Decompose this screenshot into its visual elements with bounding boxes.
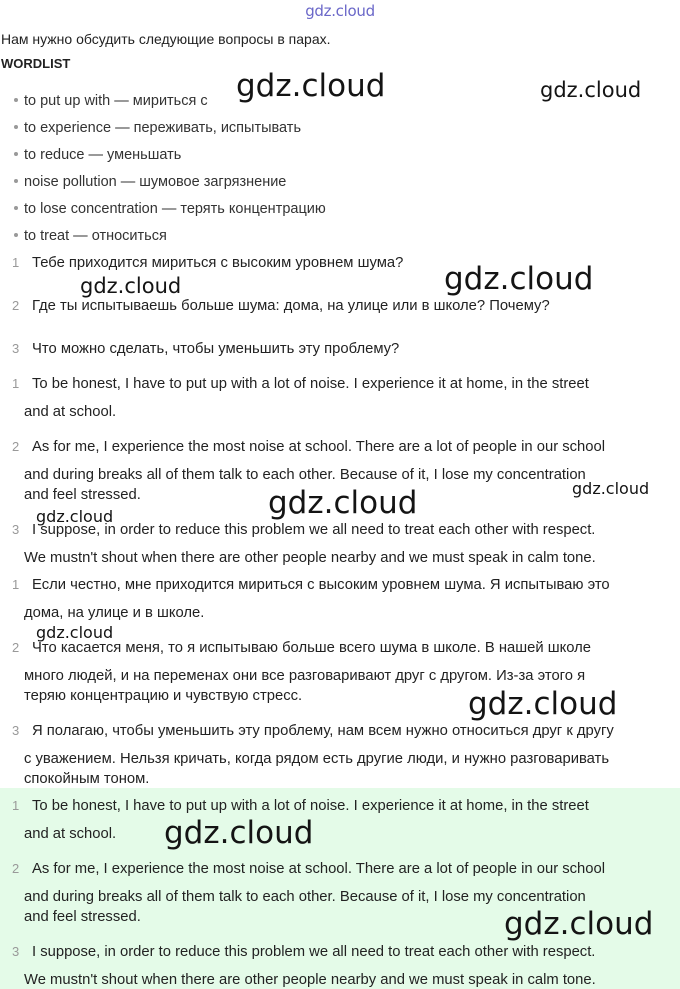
item-number: 3 bbox=[12, 944, 20, 959]
item-number: 3 bbox=[12, 341, 20, 356]
item-number: 2 bbox=[12, 439, 20, 454]
item-number: 1 bbox=[12, 577, 20, 592]
text-line: and at school. bbox=[24, 826, 117, 842]
bullet-icon bbox=[14, 98, 18, 102]
text-line: and feel stressed. bbox=[24, 487, 141, 503]
text-line: Что касается меня, то я испытываю больше всего шума в школе. В нашей школе bbox=[32, 640, 591, 656]
wordlist-item: to put up with — мириться с bbox=[14, 93, 208, 109]
text-line: Я полагаю, чтобы уменьшить эту проблему, нам всем нужно относиться друг к другу bbox=[32, 723, 614, 739]
watermark: gdz.cloud bbox=[236, 68, 386, 104]
text-line: To be honest, I have to put up with a lot of noise. I experience it at home, in the street bbox=[32, 376, 589, 392]
text-line: As for me, I experience the most noise at school. There are a lot of people in our school bbox=[32, 439, 606, 455]
item-number: 3 bbox=[12, 522, 20, 537]
bullet-icon bbox=[14, 233, 18, 237]
bullet-icon bbox=[14, 206, 18, 210]
text-line: Что можно сделать, чтобы уменьшить эту проблему? bbox=[32, 341, 400, 357]
wordlist-item: to experience — переживать, испытывать bbox=[14, 120, 301, 136]
site-logo[interactable]: gdz.cloud bbox=[305, 2, 375, 20]
item-number: 1 bbox=[12, 376, 20, 391]
text-line: and feel stressed. bbox=[24, 909, 141, 925]
text-line: дома, на улице и в школе. bbox=[24, 605, 205, 621]
text-line: спокойным тоном. bbox=[24, 771, 150, 787]
item-number: 1 bbox=[12, 255, 20, 270]
item-number: 3 bbox=[12, 723, 20, 738]
text-line: As for me, I experience the most noise at school. There are a lot of people in our school bbox=[32, 861, 606, 877]
text-line: We mustn't shout when there are other people nearby and we must speak in calm tone. bbox=[24, 550, 596, 566]
watermark: gdz.cloud bbox=[36, 623, 114, 642]
bullet-icon bbox=[14, 152, 18, 156]
watermark: gdz.cloud bbox=[504, 906, 654, 942]
watermark: gdz.cloud bbox=[268, 485, 418, 521]
watermark: gdz.cloud bbox=[444, 261, 594, 297]
text-line: and during breaks all of them talk to each other. Because of it, I lose my concentration bbox=[24, 467, 586, 483]
text-line: and at school. bbox=[24, 404, 117, 420]
watermark: gdz.cloud bbox=[572, 479, 650, 498]
text-line: We mustn't shout when there are other people nearby and we must speak in calm tone. bbox=[24, 972, 596, 988]
text-line: Если честно, мне приходится мириться с высоким уровнем шума. Я испытываю это bbox=[32, 577, 610, 593]
item-number: 1 bbox=[12, 798, 20, 813]
watermark: gdz.cloud bbox=[164, 815, 314, 851]
watermark: gdz.cloud bbox=[80, 274, 182, 298]
wordlist-item: to reduce — уменьшать bbox=[14, 147, 181, 163]
wordlist-item: noise pollution — шумовое загрязнение bbox=[14, 174, 286, 190]
text-line: Тебе приходится мириться с высоким уровнем шума? bbox=[32, 255, 404, 271]
text-line: с уважением. Нельзя кричать, когда рядом есть другие люди, и нужно разговаривать bbox=[24, 751, 610, 767]
item-number: 2 bbox=[12, 861, 20, 876]
text-line: Где ты испытываешь больше шума: дома, на улице или в школе? Почему? bbox=[32, 298, 550, 314]
text-line: To be honest, I have to put up with a lot of noise. I experience it at home, in the street bbox=[32, 798, 589, 814]
text-line: I suppose, in order to reduce this problem we all need to treat each other with respect. bbox=[32, 522, 596, 538]
watermark: gdz.cloud bbox=[36, 507, 114, 526]
item-number: 2 bbox=[12, 298, 20, 313]
watermark: gdz.cloud bbox=[540, 78, 642, 102]
bullet-icon bbox=[14, 125, 18, 129]
watermark: gdz.cloud bbox=[468, 686, 618, 722]
text-line: много людей, и на переменах они все разговаривают друг с другом. Из-за этого я bbox=[24, 668, 586, 684]
wordlist-item: to lose concentration — терять концентрацию bbox=[14, 201, 326, 217]
wordlist-item: to treat — относиться bbox=[14, 228, 167, 244]
item-number: 2 bbox=[12, 640, 20, 655]
text-line: I suppose, in order to reduce this problem we all need to treat each other with respect. bbox=[32, 944, 596, 960]
bullet-icon bbox=[14, 179, 18, 183]
wordlist-title: WORDLIST bbox=[1, 56, 71, 71]
text-line: теряю концентрацию и чувствую стресс. bbox=[24, 688, 303, 704]
text-line: and during breaks all of them talk to each other. Because of it, I lose my concentration bbox=[24, 889, 586, 905]
intro-text: Нам нужно обсудить следующие вопросы в парах. bbox=[1, 31, 331, 47]
